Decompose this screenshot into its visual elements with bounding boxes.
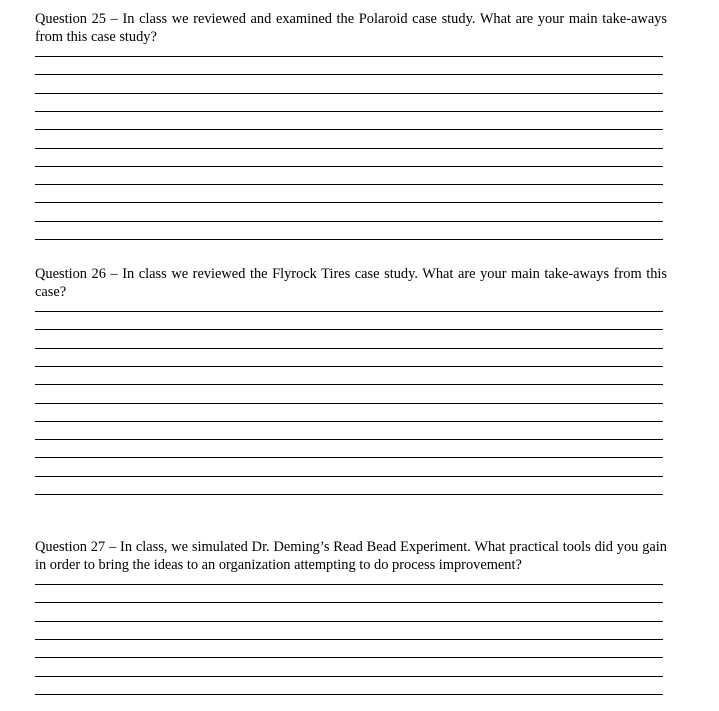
answer-line[interactable] — [35, 494, 663, 495]
answer-line[interactable] — [35, 694, 663, 695]
answer-line[interactable] — [35, 476, 663, 477]
answer-line[interactable] — [35, 676, 663, 677]
question-25-answer-lines[interactable] — [35, 54, 663, 255]
answer-line[interactable] — [35, 111, 663, 112]
answer-line[interactable] — [35, 639, 663, 640]
answer-line[interactable] — [35, 166, 663, 167]
answer-line[interactable] — [35, 366, 663, 367]
answer-line[interactable] — [35, 129, 663, 130]
answer-line[interactable] — [35, 329, 663, 330]
answer-line[interactable] — [35, 202, 663, 203]
answer-line[interactable] — [35, 621, 663, 622]
answer-line[interactable] — [35, 74, 663, 75]
question-27-answer-lines[interactable] — [35, 582, 663, 710]
answer-line[interactable] — [35, 148, 663, 149]
answer-line[interactable] — [35, 602, 663, 603]
answer-line[interactable] — [35, 348, 663, 349]
answer-line[interactable] — [35, 439, 663, 440]
question-26-answer-lines[interactable] — [35, 309, 663, 510]
answer-line[interactable] — [35, 584, 663, 585]
answer-line[interactable] — [35, 221, 663, 222]
question-27-text: Question 27 – In class, we simulated Dr. Deming’s Read Bead Experiment. What practical tools did you gain in order to bring the ideas to an organization attempting to do process improvement? — [35, 539, 667, 573]
question-25-block — [35, 10, 667, 255]
question-25-text: Question 25 – In class we reviewed and examined the Polaroid case study. What are your main take-aways from this case study? — [35, 11, 667, 45]
answer-line[interactable] — [35, 311, 663, 312]
answer-line[interactable] — [35, 184, 663, 185]
answer-line[interactable] — [35, 657, 663, 658]
answer-line[interactable] — [35, 403, 663, 404]
answer-line[interactable] — [35, 384, 663, 385]
answer-line[interactable] — [35, 457, 663, 458]
answer-line[interactable] — [35, 93, 663, 94]
answer-line[interactable] — [35, 56, 663, 57]
answer-line[interactable] — [35, 239, 663, 240]
question-26-block — [35, 265, 667, 510]
question-26-text: Question 26 – In class we reviewed the Flyrock Tires case study. What are your main take-aways from this case? — [35, 266, 667, 300]
question-27-block — [35, 538, 667, 710]
answer-line[interactable] — [35, 421, 663, 422]
